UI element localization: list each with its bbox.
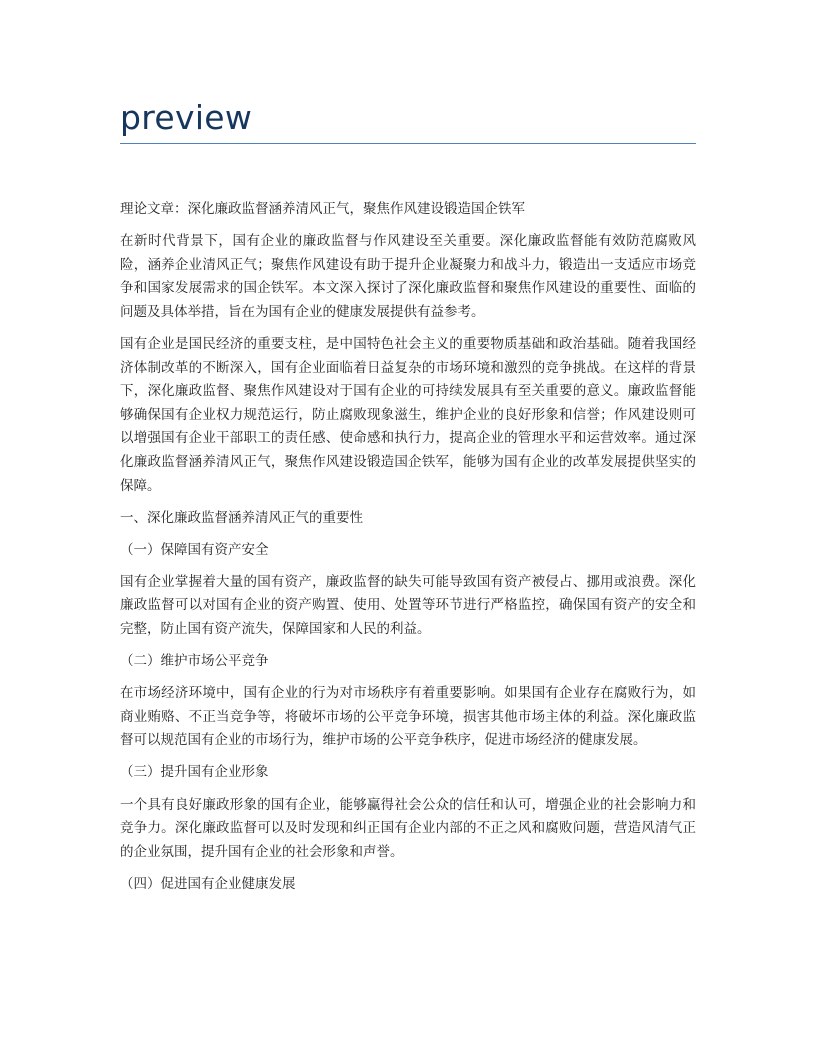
paragraph-asset-safety: 国有企业掌握着大量的国有资产，廉政监督的缺失可能导致国有资产被侵占、挪用或浪费。深化廉政监督可以对国有企业的资产购置、使用、处置等环节进行严格监控，确保国有资产的安全和完整，防止国有资产流失，保障国家和人民的利益。 [120,573,696,637]
section-heading-1: 一、深化廉政监督涵养清风正气的重要性 [120,509,363,526]
paragraph-background: 国有企业是国民经济的重要支柱，是中国特色社会主义的重要物质基础和政治基础。随着我国经济体制改革的不断深入，国有企业面临着日益复杂的市场环境和激烈的竞争挑战。在这样的背景下，深化廉政监督、聚焦作风建设对于国有企业的可持续发展具有至关重要的意义。廉政监督能够确保国有企业权力规范运行，防止腐败现象滋生，维护企业的良好形象和信誉；作风建设则可以增强国有企业干部职工的责任感、使命感和执行力，提高企业的管理水平和运营效率。通过深化廉政监督涵养清风正气，聚焦作风建设锻造国企铁军，能够为国有企业的改革发展提供坚实的保障。 [120,335,696,494]
subsection-heading-3: （三）提升国有企业形象 [120,764,269,781]
document-body [120,198,696,905]
document-title: preview [120,98,253,137]
subsection-heading-4: （四）促进国有企业健康发展 [120,875,296,892]
subsection-heading-1: （一）保障国有资产安全 [120,541,269,558]
paragraph-enterprise-image: 一个具有良好廉政形象的国有企业，能够赢得社会公众的信任和认可，增强企业的社会影响力和竞争力。深化廉政监督可以及时发现和纠正国有企业内部的不正之风和腐败问题，营造风清气正的企业氛围，提升国有企业的社会形象和声誉。 [120,796,696,860]
paragraph-fair-competition: 在市场经济环境中，国有企业的行为对市场秩序有着重要影响。如果国有企业存在腐败行为，如商业贿赂、不正当竞争等，将破坏市场的公平竞争环境，损害其他市场主体的利益。深化廉政监督可以规范国有企业的市场行为，维护市场的公平竞争秩序，促进市场经济的健康发展。 [120,685,696,749]
paragraph-intro: 在新时代背景下，国有企业的廉政监督与作风建设至关重要。深化廉政监督能有效防范腐败风险，涵养企业清风正气；聚焦作风建设有助于提升企业凝聚力和战斗力，锻造出一支适应市场竞争和国家发展需求的国企铁军。本文深入探讨了深化廉政监督和聚焦作风建设的重要性、面临的问题及具体举措，旨在为国有企业的健康发展提供有益参考。 [120,233,696,320]
title-divider [120,143,696,144]
subsection-heading-2: （二）维护市场公平竞争 [120,653,269,670]
article-title-line: 理论文章：深化廉政监督涵养清风正气，聚焦作风建设锻造国企铁军 [120,201,525,217]
